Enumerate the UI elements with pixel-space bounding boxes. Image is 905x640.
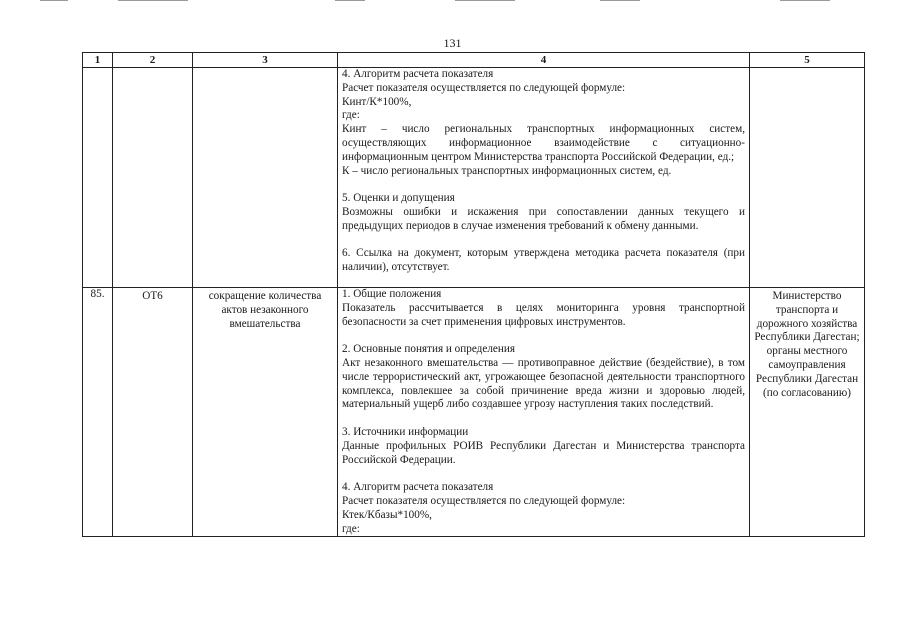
scan-edge-line [455, 0, 515, 1]
methodology-heading: 5. Оценки и допущения [342, 192, 455, 205]
methodology-heading: 1. Общие положения [342, 287, 442, 300]
methodology-formula: Ктек/Кбазы*100%, [342, 508, 432, 521]
cell-number: 85. [83, 287, 113, 536]
table-row-85 [83, 287, 865, 536]
header-col-3: 3 [193, 53, 338, 68]
methodology-text: Кинт – число региональных транспортных информационных систем, осуществляющих информационное взаимодействие с ситуационно-информационным центром Министерства транспорта Российской Федерации, ед.; [342, 123, 745, 163]
methodology-text: Расчет показателя осуществляется по следующей формуле: [342, 494, 626, 507]
methodology-heading: 6. Ссылка на документ, которым утверждена методика расчета показателя (при наличии), отсутствует. [342, 247, 745, 274]
methodology-heading: 3. Источники информации [342, 425, 469, 438]
page-number: 131 [443, 36, 462, 50]
methodology-text: Показатель рассчитывается в целях мониторинга уровня транспортной безопасности за счет применения цифровых инструментов. [342, 301, 745, 328]
scan-edge-line [600, 0, 640, 1]
cell-code: ОТ6 [113, 287, 193, 536]
header-col-2: 2 [113, 53, 193, 68]
methodology-text: Акт незаконного вмешательства — противоправное действие (бездействие), в том числе террористический акт, угрожающее безопасной деятельности транспортного комплекса, повлекшее за собой причинение вреда жизни и здоровью людей, материальный ущерб либо создавшее угрозу наступления таких последствий. [342, 356, 745, 411]
header-col-1: 1 [83, 53, 113, 68]
methodology-text: К – число региональных транспортных информационных систем, ед. [342, 164, 672, 177]
cell-code [113, 68, 193, 288]
cell-responsible [750, 68, 865, 288]
methodology-text: где: [342, 522, 360, 535]
table-header-row [83, 53, 865, 68]
cell-indicator-name: сокращение количества актов незаконного вмешательства [193, 287, 338, 536]
scan-edge-line [335, 0, 365, 1]
methodology-heading: 4. Алгоритм расчета показателя [342, 68, 494, 80]
methodology-formula: Кинт/К*100%, [342, 95, 412, 108]
methodology-text: где: [342, 109, 360, 122]
cell-methodology [338, 68, 750, 288]
methodology-text: Возможны ошибки и искажения при сопоставлении данных текущего и предыдущих периодов в случае изменения требований к обмену данными. [342, 205, 745, 232]
cell-indicator-name [193, 68, 338, 288]
cell-number [83, 68, 113, 288]
cell-responsible: Министерство транспорта и дорожного хозяйства Республики Дагестан; органы местного самоуправления Республики Дагестан (по согласованию) [750, 287, 865, 536]
header-col-5: 5 [750, 53, 865, 68]
scan-edge-line [40, 0, 68, 1]
table-row-continued [83, 68, 865, 288]
cell-methodology [338, 287, 750, 536]
methodology-text: Данные профильных РОИВ Республики Дагестан и Министерства транспорта Российской Федерации. [342, 439, 745, 466]
methodology-heading: 4. Алгоритм расчета показателя [342, 481, 494, 494]
header-col-4: 4 [338, 53, 750, 68]
scan-edge-line [780, 0, 830, 1]
scan-edge-line [118, 0, 188, 1]
indicator-table [82, 52, 865, 537]
methodology-text: Расчет показателя осуществляется по следующей формуле: [342, 81, 626, 94]
methodology-heading: 2. Основные понятия и определения [342, 343, 515, 356]
